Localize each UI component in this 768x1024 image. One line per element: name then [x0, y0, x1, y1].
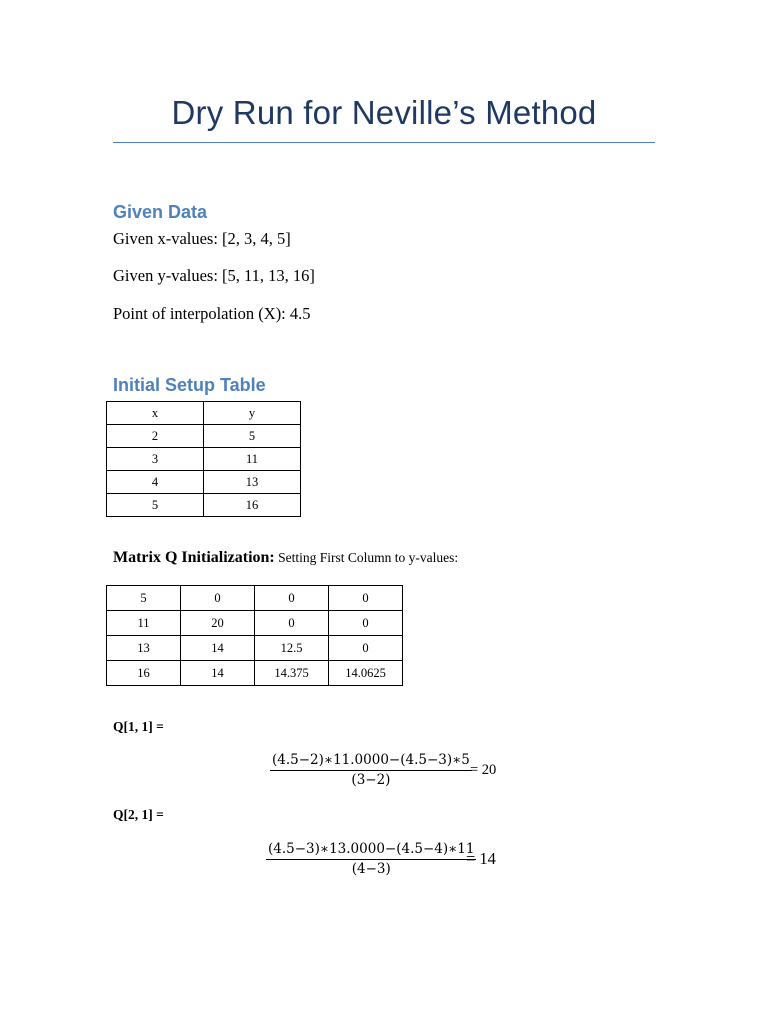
q-2-1-fraction: [266, 841, 476, 877]
q-1-1-label: Q[1, 1] =: [113, 719, 164, 734]
table-cell: 14: [181, 661, 255, 686]
q-2-1-label: Q[2, 1] =: [113, 807, 164, 822]
table-cell: 2: [107, 425, 204, 448]
document-title: Dry Run for Neville’s Method: [171, 94, 597, 131]
table-row: [107, 471, 301, 494]
table-row: [107, 611, 403, 636]
fraction-denominator: (3−2): [351, 772, 391, 788]
matrix-heading-bold: Matrix Q Initialization:: [113, 549, 275, 566]
table-cell: 0: [255, 611, 329, 636]
table-cell: 20: [181, 611, 255, 636]
table-row: [107, 402, 301, 425]
q-1-1-fraction: [270, 752, 472, 788]
given-data-heading: Given Data: [113, 202, 208, 222]
table-cell: 5: [204, 425, 301, 448]
table-cell: 3: [107, 448, 204, 471]
given-y-values: Given y-values: [5, 11, 13, 16]: [113, 266, 315, 285]
table-row: [107, 661, 403, 686]
matrix-heading-text: Setting First Column to y-values:: [274, 550, 459, 565]
table-row: [107, 425, 301, 448]
q-1-1-result: = 20: [470, 762, 497, 778]
table-cell: 11: [204, 448, 301, 471]
table-cell: 5: [107, 586, 181, 611]
given-x-values: Given x-values: [2, 3, 4, 5]: [113, 229, 291, 248]
table-cell: 0: [255, 586, 329, 611]
fraction-denominator: (4−3): [351, 861, 391, 877]
table-row: [107, 586, 403, 611]
setup-table-heading: Initial Setup Table: [113, 375, 266, 395]
table-cell: 4: [107, 471, 204, 494]
table-row: [107, 636, 403, 661]
table-cell: 14.0625: [329, 661, 403, 686]
table-cell: 5: [107, 494, 204, 517]
table-cell: x: [107, 402, 204, 425]
fraction-numerator: (4.5−3)∗13.0000−(4.5−4)∗11: [266, 841, 476, 860]
table-row: [107, 494, 301, 517]
table-row: [107, 448, 301, 471]
table-cell: 16: [107, 661, 181, 686]
table-cell: y: [204, 402, 301, 425]
table-cell: 14: [181, 636, 255, 661]
table-cell: 11: [107, 611, 181, 636]
table-cell: 0: [181, 586, 255, 611]
table-cell: 0: [329, 586, 403, 611]
matrix-q-table: [106, 585, 403, 686]
setup-table: [106, 401, 301, 517]
table-cell: 13: [107, 636, 181, 661]
q-2-1-result: = 14: [466, 849, 496, 868]
matrix-heading: [113, 549, 458, 567]
table-cell: 13: [204, 471, 301, 494]
table-cell: 0: [329, 636, 403, 661]
table-cell: 14.375: [255, 661, 329, 686]
interpolation-point: Point of interpolation (X): 4.5: [113, 304, 311, 323]
table-cell: 0: [329, 611, 403, 636]
fraction-numerator: (4.5−2)∗11.0000−(4.5−3)∗5: [270, 752, 472, 771]
table-cell: 16: [204, 494, 301, 517]
table-cell: 12.5: [255, 636, 329, 661]
title-underline: [113, 142, 655, 143]
